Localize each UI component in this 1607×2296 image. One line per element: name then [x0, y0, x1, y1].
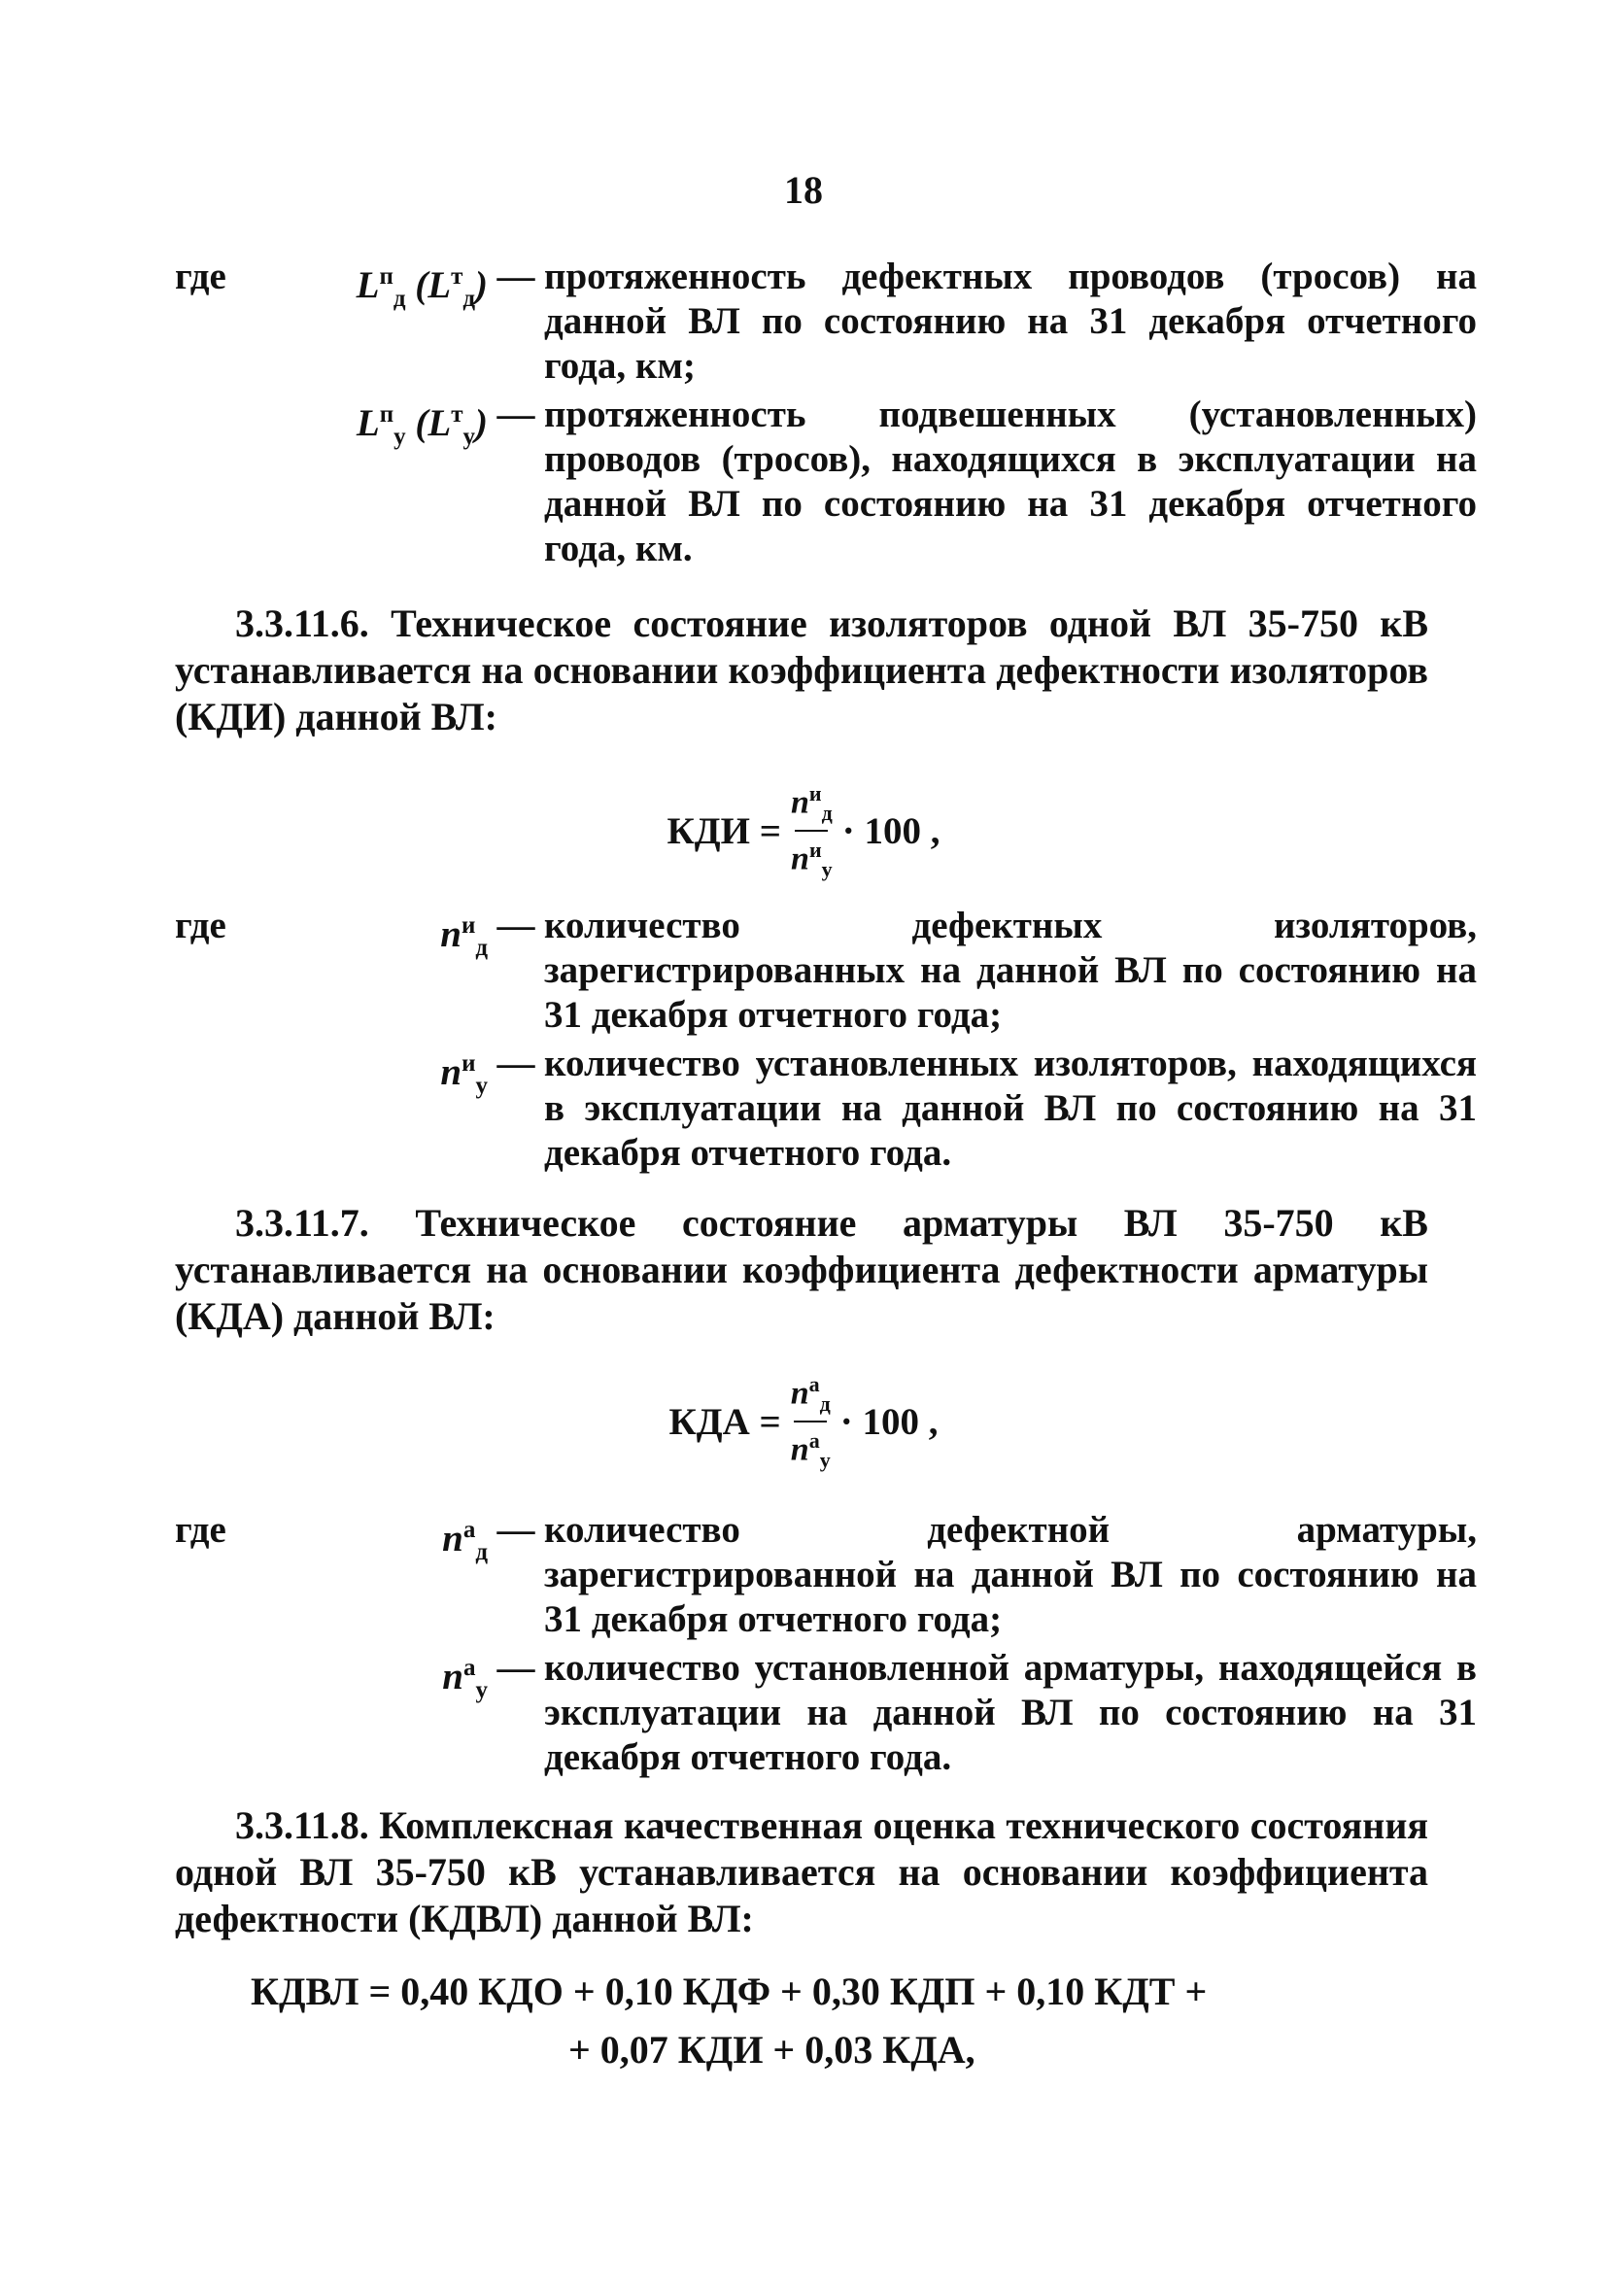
formula-rhs: · 100 , — [841, 809, 940, 852]
paragraph-3-3-11-7: 3.3.11.7. Техническое состояние арматуры ВЛ 35-750 кВ устанавливается на основании коэффициента дефектности арматуры (КДА) данной ВЛ: — [175, 1201, 1428, 1338]
formula-kda — [0, 1368, 1607, 1475]
symbol: $n^и_д$ — [440, 912, 488, 961]
definition-row — [175, 1508, 1477, 1642]
definition-row — [175, 1042, 1477, 1176]
formula-lhs: КДА = — [668, 1400, 781, 1443]
formula-line-2: + 0,07 КДИ + 0,03 КДА, — [568, 2028, 975, 2072]
formula-line-1: КДВЛ = 0,40 КДО + 0,10 КДФ + 0,30 КДП + 0,10 КДТ + — [251, 1970, 1208, 2013]
definition-text: количество дефектной арматуры, зарегистрированной на данной ВЛ по состоянию на 31 декабря отчетного года; — [544, 1509, 1477, 1640]
page-number: 18 — [784, 168, 823, 212]
where-label: где — [175, 256, 226, 297]
paragraph-3-3-11-6: 3.3.11.6. Техническое состояние изоляторов одной ВЛ 35-750 кВ устанавливается на основании коэффициента дефектности изоляторов (КДИ) данной ВЛ: — [175, 601, 1428, 738]
definition-row — [175, 1646, 1477, 1780]
formula-kdvl — [0, 1963, 1607, 2079]
where-label: где — [175, 1509, 226, 1551]
formula-rhs: · 100 , — [839, 1400, 939, 1443]
fraction: $\frac{n^и_д}{n^и_у}$ — [790, 781, 833, 882]
symbol: $n^а_у$ — [442, 1655, 488, 1703]
symbol: $n^а_д$ — [442, 1517, 488, 1565]
dash: — — [496, 256, 535, 297]
symbol: $n^и_у$ — [440, 1050, 488, 1099]
definition-text: количество установленных изоляторов, находящихся в эксплуатации на данной ВЛ по состоянию на 31 декабря отчетного года. — [544, 1043, 1477, 1174]
symbol: $L^п_у$ $(L^т_у)$ — [356, 401, 488, 450]
dash: — — [496, 1509, 535, 1551]
formula-kdi — [0, 777, 1607, 884]
definitions-insulators — [175, 904, 1477, 1176]
dash: — — [496, 1647, 535, 1689]
definitions-fittings — [175, 1508, 1477, 1780]
dash: — — [496, 1043, 535, 1084]
symbol: $L^п_д$ $(L^т_д)$ — [356, 263, 488, 312]
definition-text: количество дефектных изоляторов, зарегистрированных на данной ВЛ по состоянию на 31 декабря отчетного года; — [544, 905, 1477, 1036]
dash: — — [496, 905, 535, 946]
formula-lhs: КДИ = — [667, 809, 781, 852]
definition-text: протяженность дефектных проводов (тросов) на данной ВЛ по состоянию на 31 декабря отчетного года, км; — [544, 256, 1477, 387]
definitions-wire-length — [175, 255, 1477, 571]
definition-text: протяженность подвешенных (установленных) проводов (тросов), находящихся в эксплуатации на данной ВЛ по состоянию на 31 декабря отчетного года, км. — [544, 394, 1477, 569]
paragraph-3-3-11-8: 3.3.11.8. Комплексная качественная оценка технического состояния одной ВЛ 35-750 кВ устанавливается на основании коэффициента дефектности (КДВЛ) данной ВЛ: — [175, 1803, 1428, 1940]
definition-row — [175, 393, 1477, 571]
where-label: где — [175, 905, 226, 946]
definition-row — [175, 255, 1477, 389]
definition-text: количество установленной арматуры, находящейся в эксплуатации на данной ВЛ по состоянию на 31 декабря отчетного года. — [544, 1647, 1477, 1778]
fraction: $\frac{n^а_д}{n^а_у}$ — [790, 1372, 831, 1473]
dash: — — [496, 394, 535, 435]
definition-row — [175, 904, 1477, 1038]
